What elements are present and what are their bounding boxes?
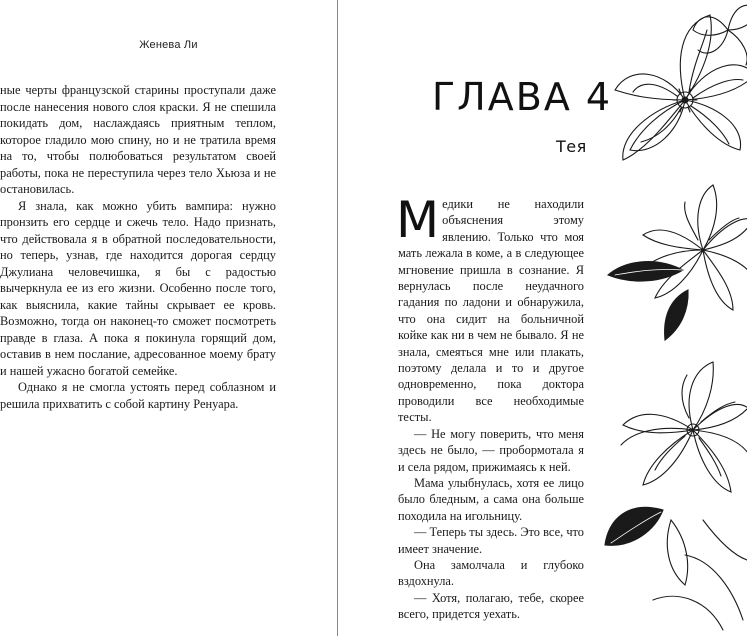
right-paragraph-1-text: едики не находили объяснения этому явлению. Только что моя мать лежала в коме, а в следующее мгновение пришла в сознание. Я вернулась после неудачного гадания по ладони и обнаружила, что она сидит на больничной койке как ни в чем не бывало. Я не знала, смеяться мне или плакать, поэтому делала и то и другое одновременно, пока доктора проводили все необходимые тесты. xyxy=(398,197,584,425)
left-page xyxy=(0,0,337,636)
right-page-text xyxy=(396,191,584,623)
right-paragraph-3: Мама улыбнулась, хотя ее лицо было бледным, а сама она больше походила на игольницу. xyxy=(398,475,584,523)
left-paragraph-3: Однако я не смогла устоять перед соблазном и решила прихватить с собой картину Ренуара. xyxy=(0,380,276,411)
chapter-title: ГЛАВА 4 xyxy=(432,75,613,119)
right-paragraph-2: — Не могу поверить, что меня здесь не было, — пробормотала я и села рядом, прижимаясь к ней. xyxy=(398,426,584,474)
left-page-text xyxy=(0,82,276,412)
right-paragraph-4: — Теперь ты здесь. Это все, что имеет значение. xyxy=(398,525,584,556)
right-page xyxy=(338,0,747,636)
floral-illustration-icon xyxy=(593,0,747,636)
right-paragraph-1 xyxy=(396,191,584,426)
right-paragraph-5: Она замолчала и глубоко вздохнула. xyxy=(398,557,584,589)
right-paragraph-6: — Хотя, полагаю, тебе, скорее всего, придется уехать. xyxy=(398,590,584,622)
drop-cap: М xyxy=(396,191,440,249)
chapter-subtitle: Тея xyxy=(556,137,587,156)
left-paragraph-2: Я знала, как можно убить вампира: нужно пронзить его сердце и сжечь тело. Надо признать, что действовала я в обратной последовательности, но теперь, узнав, где находится дорогая сердцу Джулиана человечишка, я бы с радостью вычеркнула ее из его жизни. Особенно после того, как выяснила, какие тайны скрывает ее кровь. Возможно, тогда он наконец-то сможет посмотреть правде в глаза. А пока я покинула горящий дом, оставив в нем послание, адресованное моему брату и нашей ужасно богатой семейке. xyxy=(0,198,276,378)
left-paragraph-1: ные черты французской старины проступали даже после нанесения нового слоя краски. Я не спешила покидать дом, наслаждаясь приятным теплом, которое гладило мою спину, но и не тратила время на то, чтобы полюбоваться результатом своей работы, пока не переступила через тело Хьюза и не остановилась. xyxy=(0,83,276,196)
running-head-author: Женева Ли xyxy=(139,39,198,51)
